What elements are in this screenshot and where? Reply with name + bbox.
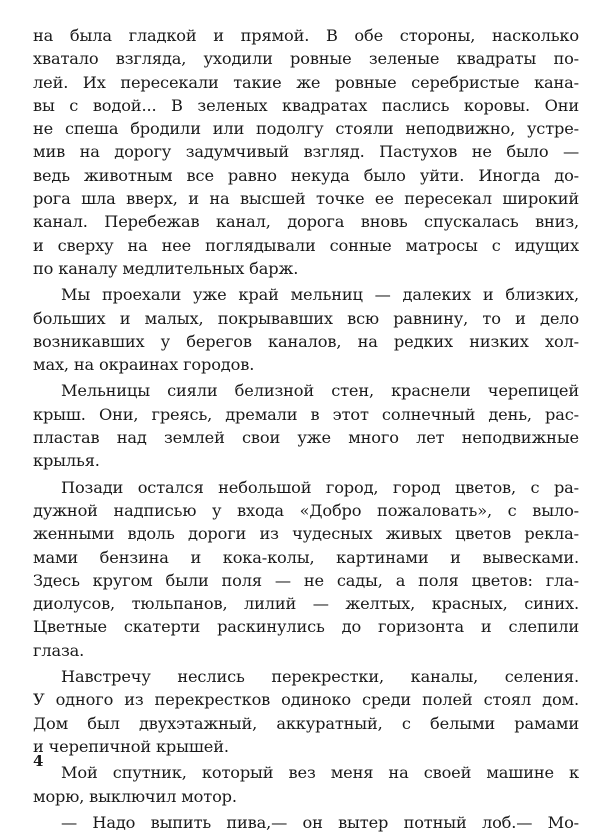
text-line: Мой спутник, который вез меня на своей машине к bbox=[61, 763, 579, 783]
text-line: Мельницы сияли белизной стен, краснели черепицей bbox=[61, 381, 579, 401]
page-body bbox=[33, 24, 579, 834]
text-line: больших и малых, покрывавших всю равнину, то и дело bbox=[33, 308, 579, 328]
text-line: Цветные скатерти раскинулись до горизонта и слепили bbox=[33, 617, 579, 637]
text-line: Мы проехали уже край мельниц — далеких и близких, bbox=[61, 285, 579, 305]
text-line: по каналу медлительных барж. bbox=[33, 258, 299, 278]
text-line: глаза. bbox=[33, 640, 85, 660]
paragraph bbox=[33, 24, 579, 280]
text-line: пластав над землей свои уже много лет неподвижные bbox=[33, 428, 579, 448]
paragraph bbox=[33, 665, 579, 758]
text-line: — Надо выпить пива,— он вытер потный лоб.— Мо- bbox=[61, 812, 579, 832]
text-line: Позади остался небольшой город, город цветов, с ра- bbox=[61, 477, 579, 497]
page-number: 4 bbox=[33, 752, 44, 770]
text-line: канал. Перебежав канал, дорога вновь спускалась вниз, bbox=[33, 212, 579, 232]
paragraph bbox=[33, 379, 579, 472]
text-line: морю, выключил мотор. bbox=[33, 786, 237, 806]
text-line: мив на дорогу задумчивый взгляд. Пастухов не было — bbox=[33, 142, 579, 162]
text-line: на была гладкой и прямой. В обе стороны, насколько bbox=[33, 26, 579, 45]
text-line: рога шла вверх, и на высшей точке ее пересекал широкий bbox=[33, 189, 579, 209]
text-line: хватало взгляда, уходили ровные зеленые квадраты по- bbox=[33, 49, 579, 69]
text-line: и сверху на нее поглядывали сонные матросы с идущих bbox=[33, 235, 579, 255]
text-line: возникавших у берегов каналов, на редких низких хол- bbox=[33, 331, 579, 351]
text-line: У одного из перекрестков одиноко среди полей стоял дом. bbox=[33, 690, 579, 710]
text-line: Навстречу неслись перекрестки, каналы, селения. bbox=[61, 667, 579, 687]
text-line: женными вдоль дороги из чудесных живых цветов рекла- bbox=[33, 524, 579, 544]
text-line: крыш. Они, греясь, дремали в этот солнечный день, рас- bbox=[33, 404, 579, 424]
text-line: ведь животным все равно некуда было уйти. Иногда до- bbox=[33, 165, 579, 185]
text-line: Дом был двухэтажный, аккуратный, с белыми рамами bbox=[33, 713, 579, 733]
text-line: крылья. bbox=[33, 451, 100, 471]
text-line: дужной надписью у входа «Добро пожаловать», с выло- bbox=[33, 500, 579, 520]
text-line: мами бензина и кока-колы, картинами и вывесками. bbox=[33, 547, 579, 567]
paragraph bbox=[33, 811, 579, 834]
text-line: вы с водой... В зеленых квадратах паслись коровы. Они bbox=[33, 95, 579, 115]
text-line: диолусов, тюльпанов, лилий — желтых, красных, синих. bbox=[33, 594, 579, 614]
text-line: не спеша бродили или подолгу стояли неподвижно, устре- bbox=[33, 119, 579, 139]
text-line: мах, на окраинах городов. bbox=[33, 355, 255, 375]
paragraph bbox=[33, 476, 579, 662]
paragraph bbox=[33, 761, 579, 808]
paragraph bbox=[33, 283, 579, 376]
text-line: лей. Их пересекали такие же ровные серебристые кана- bbox=[33, 72, 579, 92]
text-line: и черепичной крышей. bbox=[33, 736, 229, 756]
text-line: Здесь кругом были поля — не сады, а поля цветов: гла- bbox=[33, 570, 579, 590]
